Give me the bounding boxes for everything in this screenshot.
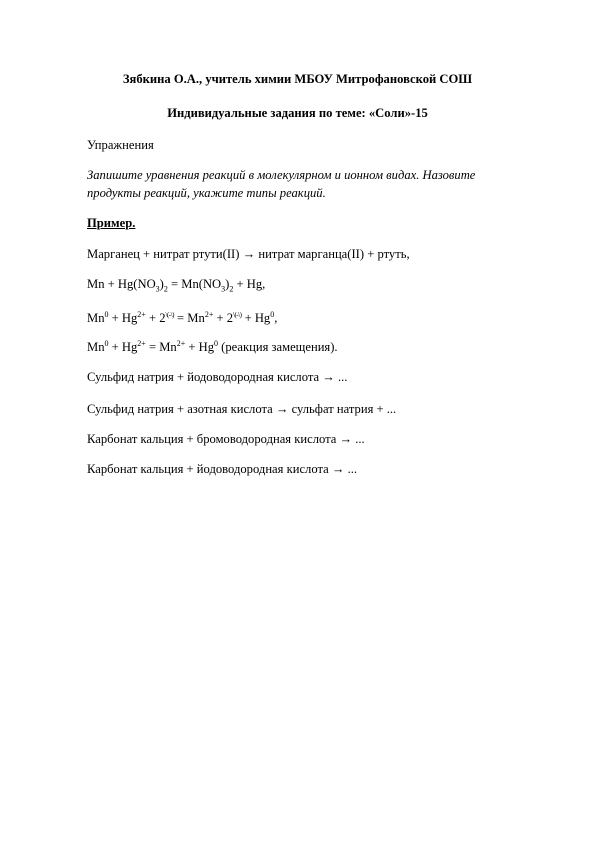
section-heading: Упражнения [87, 138, 154, 152]
example-full-ionic-equation: $Mn^0 + Hg^{2+} + 2^{\backslash(-\backslash)} = Mn^{2+} + 2^{\backslash(-\backslash)} + Hg^0$, [87, 310, 278, 326]
instruction-line-2: продукты реакций, укажите типы реакций. [87, 186, 326, 200]
instruction-line-1: Запишите уравнения реакций в молекулярном и ионном видах. Назовите [87, 168, 476, 182]
task-item: Карбонат кальция + йодоводородная кислота → ... [87, 462, 358, 476]
example-word-equation: Марганец + нитрат ртути(II) → нитрат марганца(II) + ртуть, [87, 247, 410, 261]
task-item: Сульфид натрия + азотная кислота → сульфат натрия + ... [87, 402, 397, 416]
task-item: Сульфид натрия + йодоводородная кислота → ... [87, 370, 348, 384]
example-label: Пример. [87, 216, 136, 230]
author-line: Зябкина О.А., учитель химии МБОУ Митрофановской СОШ [122, 72, 473, 86]
example-molecular-equation: $Mn + Hg(NO_3)_2 = Mn(NO_3)_2 + Hg$, [87, 277, 266, 294]
example-short-ionic-equation: $Mn^0 + Hg^{2+} = Mn^{2+} + Hg^0$ (реакция замещения). [87, 338, 338, 354]
task-item: Карбонат кальция + бромоводородная кислота → ... [87, 432, 365, 446]
document-title: Индивидуальные задания по теме: «Соли»-15 [167, 106, 428, 120]
